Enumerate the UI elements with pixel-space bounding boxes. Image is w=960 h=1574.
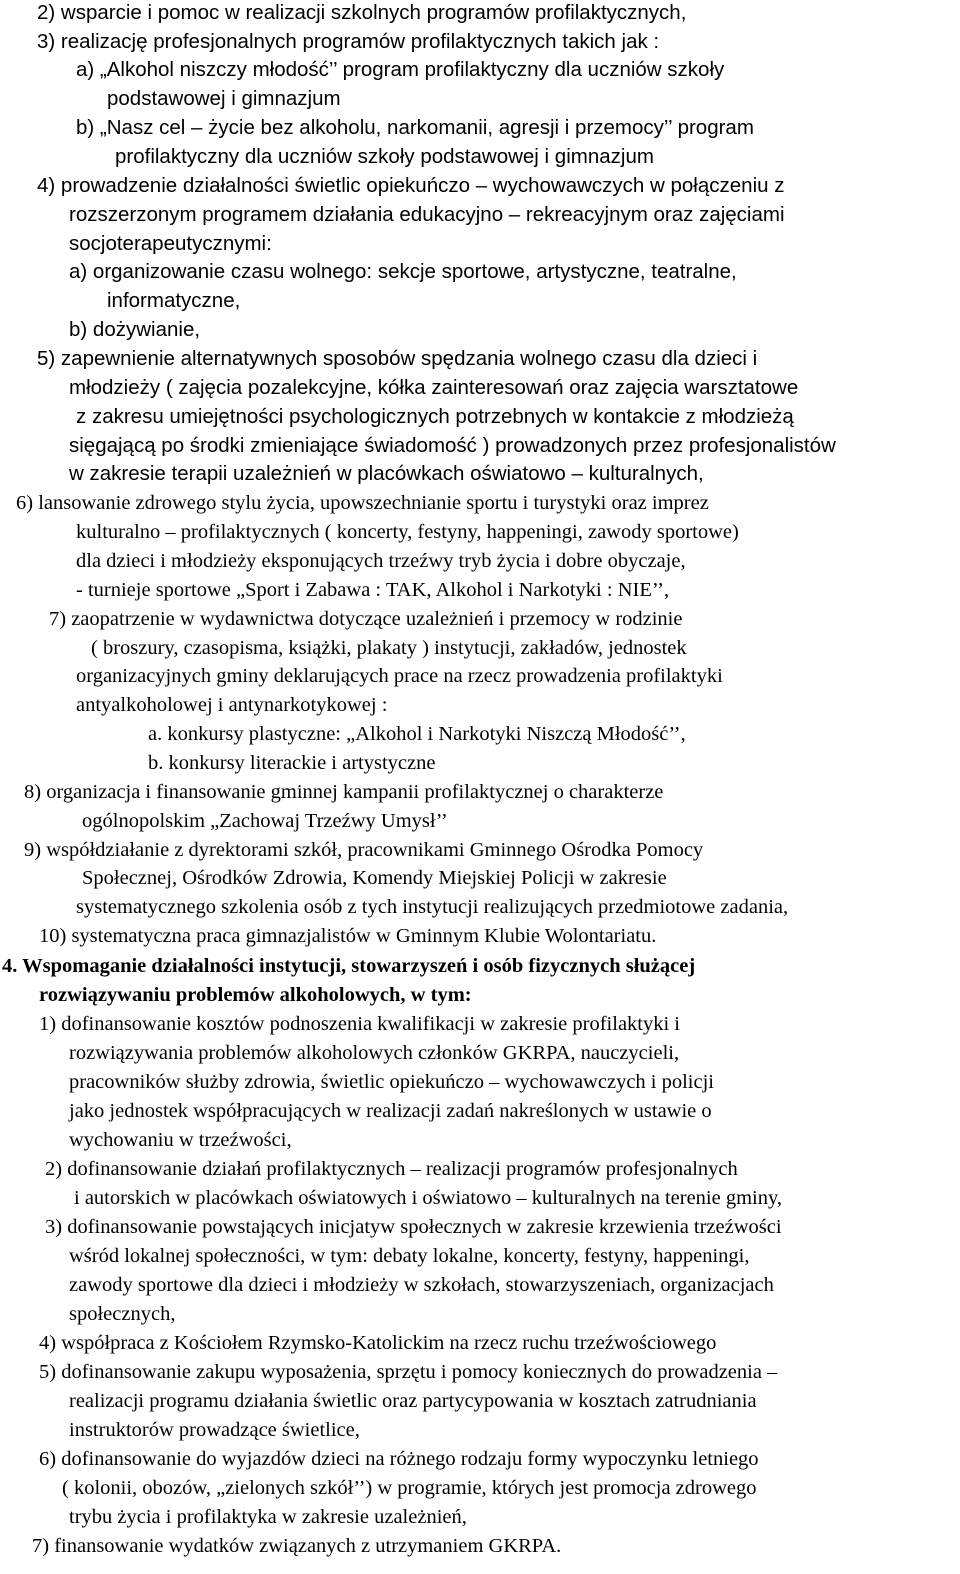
- text-line: Społecznej, Ośrodków Zdrowia, Komendy Miejskiej Policji w zakresie: [82, 867, 667, 889]
- text-line: z zakresu umiejętności psychologicznych potrzebnych w kontakcie z młodzieżą: [76, 405, 794, 428]
- text-line: 10) systematyczna praca gimnazjalistów w Gminnym Klubie Wolontariatu.: [39, 925, 657, 947]
- text-line: a. konkursy plastyczne: „Alkohol i Narkotyki Niszczą Młodość’’,: [148, 723, 686, 745]
- text-line: b) „Nasz cel – życie bez alkoholu, narkomanii, agresji i przemocy’’ program: [76, 116, 754, 139]
- text-line: młodzieży ( zajęcia pozalekcyjne, kółka zainteresowań oraz zajęcia warsztatowe: [69, 376, 799, 399]
- text-line: - turnieje sportowe „Sport i Zabawa : TAK, Alkohol i Narkotyki : NIE’’,: [76, 579, 670, 601]
- text-line: 5) dofinansowanie zakupu wyposażenia, sprzętu i pomocy koniecznych do prowadzenia –: [39, 1361, 778, 1383]
- text-line: 9) współdziałanie z dyrektorami szkół, pracownikami Gminnego Ośrodka Pomocy: [24, 839, 704, 861]
- text-line: 2) dofinansowanie działań profilaktycznych – realizacji programów profesjonalnych: [45, 1158, 738, 1180]
- text-line: realizacji programu działania świetlic oraz partycypowania w kosztach zatrudniania: [69, 1390, 757, 1412]
- text-line: sięgającą po środki zmieniające świadomość ) prowadzonych przez profesjonalistów: [69, 434, 836, 457]
- text-line: 6) lansowanie zdrowego stylu życia, upowszechnianie sportu i turystyki oraz imprez: [16, 492, 709, 514]
- text-line: a) „Alkohol niszczy młodość’’ program profilaktyczny dla uczniów szkoły: [76, 58, 725, 81]
- text-line: socjoterapeutycznymi:: [69, 232, 272, 255]
- text-line: pracowników służby zdrowia, świetlic opiekuńczo – wychowawczych i policji: [69, 1071, 714, 1093]
- text-line: dla dzieci i młodzieży eksponujących trzeźwy tryb życia i dobre obyczaje,: [76, 550, 686, 572]
- text-line: 1) dofinansowanie kosztów podnoszenia kwalifikacji w zakresie profilaktyki i: [39, 1013, 681, 1035]
- text-line: społecznych,: [69, 1303, 176, 1325]
- text-line: 2) wsparcie i pomoc w realizacji szkolnych programów profilaktycznych,: [37, 1, 687, 24]
- text-line: 4) prowadzenie działalności świetlic opiekuńczo – wychowawczych w połączeniu z: [37, 174, 785, 197]
- text-line: 3) dofinansowanie powstających inicjatyw społecznych w zakresie krzewienia trzeźwości: [45, 1216, 782, 1238]
- text-line: 3) realizację profesjonalnych programów profilaktycznych takich jak :: [37, 30, 660, 53]
- text-line: wśród lokalnej społeczności, w tym: debaty lokalne, koncerty, festyny, happeningi,: [69, 1245, 750, 1267]
- text-line: kulturalno – profilaktycznych ( koncerty, festyny, happeningi, zawody sportowe): [76, 521, 739, 543]
- text-line: w zakresie terapii uzależnień w placówkach oświatowo – kulturalnych,: [69, 462, 704, 485]
- text-line: rozszerzonym programem działania edukacyjno – rekreacyjnym oraz zajęciami: [69, 203, 785, 226]
- text-line: ogólnopolskim „Zachowaj Trzeźwy Umysł’’: [82, 810, 448, 832]
- text-line: 7) zaopatrzenie w wydawnictwa dotyczące uzależnień i przemocy w rodzinie: [49, 608, 683, 630]
- text-line: jako jednostek współpracujących w realizacji zadań nakreślonych w ustawie o: [69, 1100, 712, 1122]
- text-line: organizacyjnych gminy deklarujących prace na rzecz prowadzenia profilaktyki: [76, 665, 723, 687]
- section-heading: 4. Wspomaganie działalności instytucji, stowarzyszeń i osób fizycznych służącej: [2, 955, 696, 977]
- text-line: zawody sportowe dla dzieci i młodzieży w szkołach, stowarzyszeniach, organizacjach: [69, 1274, 774, 1296]
- text-line: profilaktyczny dla uczniów szkoły podstawowej i gimnazjum: [115, 145, 654, 168]
- text-line: 6) dofinansowanie do wyjazdów dzieci na różnego rodzaju formy wypoczynku letniego: [39, 1448, 759, 1470]
- text-line: rozwiązywania problemów alkoholowych członków GKRPA, nauczycieli,: [69, 1042, 680, 1064]
- text-line: podstawowej i gimnazjum: [107, 87, 341, 110]
- text-line: systematycznego szkolenia osób z tych instytucji realizujących przedmiotowe zadania,: [76, 896, 789, 918]
- text-line: trybu życia i profilaktyka w zakresie uzależnień,: [69, 1506, 467, 1528]
- text-line: antyalkoholowej i antynarkotykowej :: [76, 694, 388, 716]
- text-line: ( kolonii, obozów, „zielonych szkół’’) w programie, których jest promocja zdrowego: [62, 1477, 757, 1499]
- section-heading: rozwiązywaniu problemów alkoholowych, w tym:: [39, 984, 472, 1006]
- text-line: instruktorów prowadzące świetlice,: [69, 1419, 360, 1441]
- text-line: b) dożywianie,: [69, 318, 201, 341]
- text-line: informatyczne,: [107, 289, 241, 312]
- text-line: ( broszury, czasopisma, książki, plakaty ) instytucji, zakładów, jednostek: [91, 637, 687, 659]
- text-line: wychowaniu w trzeźwości,: [69, 1129, 292, 1151]
- text-line: b. konkursy literackie i artystyczne: [148, 752, 436, 774]
- text-line: a) organizowanie czasu wolnego: sekcje sportowe, artystyczne, teatralne,: [69, 260, 737, 283]
- text-line: i autorskich w placówkach oświatowych i oświatowo – kulturalnych na terenie gminy,: [74, 1187, 783, 1209]
- text-line: 5) zapewnienie alternatywnych sposobów spędzania wolnego czasu dla dzieci i: [37, 347, 758, 370]
- text-line: 8) organizacja i finansowanie gminnej kampanii profilaktycznej o charakterze: [24, 781, 664, 803]
- text-line: 4) współpraca z Kościołem Rzymsko-Katolickim na rzecz ruchu trzeźwościowego: [39, 1332, 717, 1354]
- text-line: 7) finansowanie wydatków związanych z utrzymaniem GKRPA.: [32, 1535, 562, 1557]
